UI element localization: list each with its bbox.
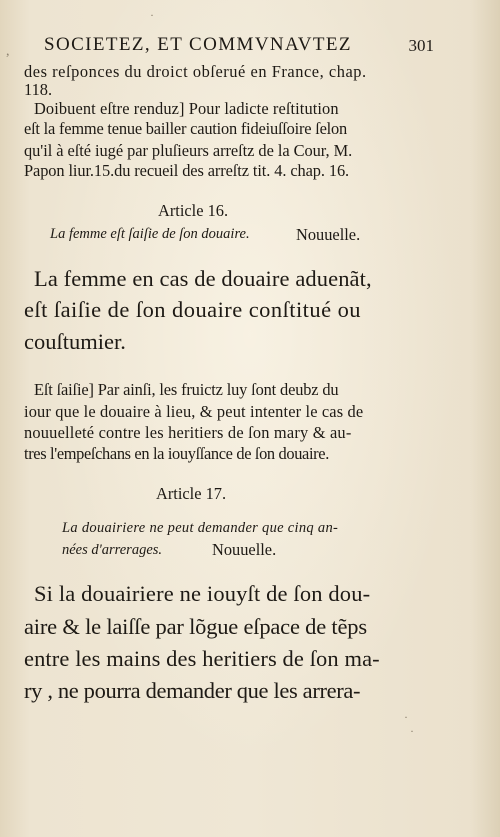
article-17-summary-line: nées d'arrerages.	[62, 542, 163, 558]
article-16-commentary-line: nouuelleté contre les heritiers de ſon mary & au-	[24, 423, 352, 442]
article-17-heading: Article 17.	[156, 484, 227, 503]
intro-line: des reſponces du droict obſerué en France, chap.	[24, 62, 367, 81]
running-title: SOCIETEZ, ET COMMVNAVTEZ	[44, 34, 352, 55]
article-16-commentary-line: iour que le douaire à lieu, & peut intenter le cas de	[24, 402, 364, 421]
article-17-text-line: ry , ne pourra demander que les arrera-	[24, 678, 361, 703]
paper-speck: ·	[410, 724, 414, 738]
paper-speck: ,	[6, 44, 10, 59]
article-16-text-line: couſtumier.	[24, 329, 126, 354]
article-17-summary-line: La douairiere ne peut demander que cinq an-	[62, 520, 339, 536]
article-17-text-line: entre les mains des heritiers de ſon ma-	[24, 646, 380, 671]
intro-line: qu'il à eſté iugé par pluſieurs arreſtz de la Cour, M.	[24, 141, 353, 160]
article-16-commentary-line: Eſt ſaiſie] Par ainſi, les fruictz luy ſont deubz du	[34, 380, 339, 399]
intro-line: Doibuent eſtre renduz] Pour ladicte reſtitution	[34, 99, 339, 118]
article-16-text-line: La femme en cas de douaire aduenãt,	[34, 266, 372, 291]
intro-line: 118.	[24, 80, 53, 99]
article-16-summary: La femme eſt ſaiſie de ſon douaire.	[50, 226, 250, 242]
article-17-text-line: Si la douairiere ne iouyſt de ſon dou-	[34, 581, 371, 606]
page-header	[44, 34, 434, 58]
intro-line: Papon liur.15.du recueil des arreſtz tit. 4. chap. 16.	[24, 161, 350, 180]
page-number: 301	[408, 36, 434, 55]
article-16-tag: Nouuelle.	[296, 225, 361, 244]
intro-line: eſt la femme tenue bailler caution fideiuſſoire ſelon	[24, 119, 347, 138]
article-16-commentary-line: tres l'empeſchans en la iouyſſance de ſon douaire.	[24, 444, 329, 463]
article-16-heading: Article 16.	[158, 201, 229, 220]
article-16-text-line: eſt ſaiſie de ſon douaire conſtitué ou	[24, 297, 361, 322]
paper-speck: ·	[150, 8, 154, 22]
paper-speck: ·	[404, 710, 408, 724]
article-17-text-line: aire & le laiſſe par lõgue eſpace de tẽps	[24, 614, 367, 639]
article-17-tag: Nouuelle.	[212, 540, 277, 559]
